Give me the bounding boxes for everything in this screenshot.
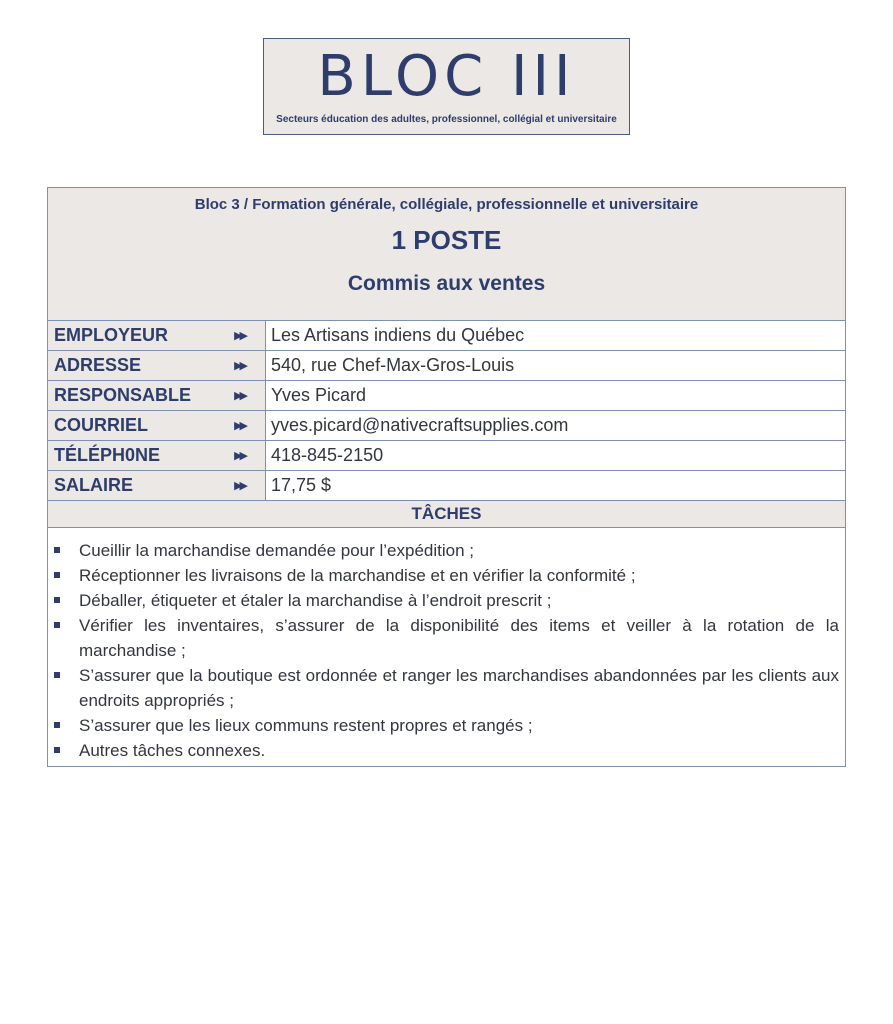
info-row-telephone <box>48 441 845 471</box>
list-item <box>54 613 839 663</box>
email-link[interactable]: yves.picard@nativecraftsupplies.com <box>271 415 569 435</box>
info-row-courriel <box>48 411 845 441</box>
double-arrow-right-icon: ▶▶ <box>234 480 245 492</box>
task-text: Autres tâches connexes. <box>79 741 266 760</box>
info-value: Yves Picard <box>271 385 367 405</box>
task-text: Vérifier les inventaires, s’assurer de la disponibilité des items et veiller à la rotation de la marchandise ; <box>79 616 839 660</box>
square-bullet-icon <box>54 747 60 753</box>
bloc-logo <box>263 38 630 135</box>
square-bullet-icon <box>54 597 60 603</box>
job-title: Commis aux ventes <box>347 272 546 295</box>
list-item <box>54 738 839 763</box>
square-bullet-icon <box>54 722 60 728</box>
poste-count: 1 POSTE <box>391 225 502 255</box>
info-value: Les Artisans indiens du Québec <box>271 325 525 345</box>
job-posting-card <box>47 187 846 767</box>
info-row-employeur <box>48 321 845 351</box>
info-row-adresse <box>48 351 845 381</box>
double-arrow-right-icon: ▶▶ <box>234 450 245 462</box>
taches-heading: TÂCHES <box>48 501 845 528</box>
logo-subtitle: Secteurs éducation des adultes, professionnel, collégial et universitaire <box>276 114 617 125</box>
logo-title: BLOC III <box>317 44 576 109</box>
bloc-line: Bloc 3 / Formation générale, collégiale, professionnelle et universitaire <box>194 196 699 213</box>
task-text: Cueillir la marchandise demandée pour l’expédition ; <box>79 541 475 560</box>
square-bullet-icon <box>54 672 60 678</box>
double-arrow-right-icon: ▶▶ <box>234 330 245 342</box>
square-bullet-icon <box>54 547 60 553</box>
square-bullet-icon <box>54 572 60 578</box>
info-label: ADRESSE <box>54 355 142 375</box>
task-list <box>48 528 845 763</box>
double-arrow-right-icon: ▶▶ <box>234 390 245 402</box>
task-text: Réceptionner les livraisons de la marchandise et en vérifier la conformité ; <box>79 566 636 585</box>
list-item <box>54 663 839 713</box>
square-bullet-icon <box>54 622 60 628</box>
list-item <box>54 588 839 613</box>
info-value: 540, rue Chef-Max-Gros-Louis <box>271 355 515 375</box>
list-item <box>54 713 839 738</box>
info-label: TÉLÉPH0NE <box>54 445 161 465</box>
list-item <box>54 563 839 588</box>
info-row-responsable <box>48 381 845 411</box>
info-label: SALAIRE <box>54 475 134 495</box>
info-label: COURRIEL <box>54 415 148 435</box>
info-label: RESPONSABLE <box>54 385 192 405</box>
info-value: 418-845-2150 <box>271 445 384 465</box>
task-text: S’assurer que les lieux communs restent propres et rangés ; <box>79 716 533 735</box>
task-text: Déballer, étiqueter et étaler la marchandise à l’endroit prescrit ; <box>79 591 552 610</box>
double-arrow-right-icon: ▶▶ <box>234 360 245 372</box>
list-item <box>54 538 839 563</box>
info-row-salaire <box>48 471 845 501</box>
info-label: EMPLOYEUR <box>54 325 169 345</box>
info-value: 17,75 $ <box>271 475 332 495</box>
posting-header <box>48 188 845 321</box>
task-text: S’assurer que la boutique est ordonnée et ranger les marchandises abandonnées par les clients aux endroits appropriés ; <box>79 666 839 710</box>
double-arrow-right-icon: ▶▶ <box>234 420 245 432</box>
